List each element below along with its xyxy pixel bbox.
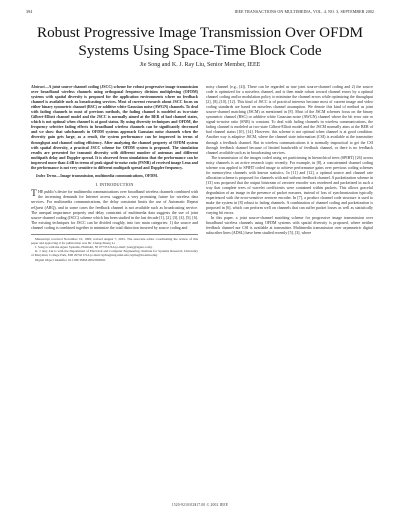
index-terms-lead: Index Terms— xyxy=(36,172,61,178)
paper-authors: Jie Song and K. J. Ray Liu, Senior Member, IEEE xyxy=(139,62,261,68)
body-paragraph: noisy channel (e.g., [4]). These can be regarded as true joint source-channel coding and 2) the source code is optimized for a noiseless channel, and is then made robust toward channel errors by a optimal channel coding and/or modulation policy to minimize the channel errors while optimizing the throughput [2], [8]–[10], [12]. This kind of JSCC is of practical interests because most of current image and video coding standards are based on noiseless channel assumption. We denote this kind of method as joint source-channel matching (JSCM) as mentioned in [8]. Most of the JSCM schemes focus on the binary symmetric channel (BSC) or additive white Gaussian noise (AWGN) channel where the bit error rate or signal-to-noise ratio (SNR) is constant. To deal with fading channels in wireless communications, the fading channel is modeled as two-state Gilbert-Elliott model and the JSCM normally aims at the BER of bad channel status [10], [14]. However, this scheme is not optimal when channel is at good condition. Another way is adaptive JSCM, where the channel state information (CSI) is available at the transmitter through a feedback channel. But in wireless communications it is normally impractical to get the CSI through feedback channel because of limited bandwidth of feedback channel, or there is no feedback channel available such as in broadcasting services. xyxy=(206,84,373,155)
index-terms-text: Image transmission, multimedia communications, OFDM. xyxy=(60,172,158,178)
page-number: 394 xyxy=(26,9,33,14)
running-header xyxy=(26,9,374,17)
footnote-manuscript: Manuscript received November 10, 1999; revised August 7, 2001. The associate editor coordinating the review of this paper and approving it for publication was Dr. Chang-Sheng Li. xyxy=(31,236,198,245)
footnote-doi: Digital Object Identifier 10.1109/TMM.2002.802845. xyxy=(35,257,107,262)
paper-title: Robust Progressive Image Transmission Over OFDM Systems Using Space-Time Block Code xyxy=(36,24,364,59)
journal-name: IEEE TRANSACTIONS ON MULTIMEDIA, VOL. 4, NO. 3, SEPTEMBER 2002 xyxy=(234,9,374,14)
drop-cap: T xyxy=(31,187,37,199)
index-terms xyxy=(31,173,198,178)
right-column xyxy=(206,84,373,235)
introduction-text: HE public's desire for multimedia communications over broadband wireless channels combined with the increasing demands for Internet access suggests a very promising future for wireless data services. For multimedia communications, the delay constraint limits the use of Automatic Repeat reQuest (ARQ), and in some cases the feedback channel is not available such as broadcasting service. The unequal importance property and delay constraint of multimedia data suggests the use of joint source-channel coding (JSCC) scheme which has been studied in the last decade [1], [2], [3], [4], [5], [6]. The existing techniques for JSCC can be divided roughly, into two main categories: 1) the source and channel coding is combined together to minimize the total distortion incurred by source coding and xyxy=(31,189,198,230)
footnote-author-song: J. Song is with the Agere Systems, Holmdel, NJ 07733 USA (e-mail: jsong@agere.com). xyxy=(35,245,153,250)
body-paragraph: The transmission of the images coded using set partitioning in hierarchical trees (SPIHT) [26] across noisy channels is an active research topic recently. For example, in [8], a concatenated channel coding scheme was applied to SPIHT coded image to achieve performance gains over previous coding schemes for memoryless channels with known statistics. In [11] and [12], a optimal source and channel rate allocation scheme is proposed for channels with and without feedback channel. A packetization scheme in [13] was proposed that the output bitstream of zerotree encoder was reordered and packetized in such a way that complete trees of wavelet coefficients were contained within packets. This allows graceful degradation of an image in the presence of packet erasures, instead of loss of synchronization typically experienced with the error-sensitive zerotree encoder. In [7], a product channel code structure is used to make the system in [8] robust to fading channels. A combination of channel coding and packetization is proposed in [6], which can perform well on channels that can suffer packet losses as well as statistically varying bit errors. xyxy=(206,154,373,216)
abstract-text: A joint source-channel coding (JSCC) scheme for robust progressive image transmission over broadband wireless channels using orthogonal frequency division multiplexing (OFDM) systems with spatial diversity is proposed for the application environments where no feedback channel is available such as broadcasting services. Most of current research about JSCC focus on either binary symmetric channel (BSC) or additive white Gaussian noise (AWGN) channels. To deal with fading channels in most of previous methods, the fading channel is modeled as two-state Gilbert-Elliott channel model and the JSCC is normally aimed at the BER of bad channel states, which is not optimal when channel is at good status. By using diversity techniques and OFDM, the frequency selective fading effects in broadband wireless channels can be significantly decreased and we show that subchannels in OFDM systems approach Gaussian noise channels when the diversity gain gets large, as a result, the system performance can be improved in terms of throughput and channel coding efficiency. After analyzing the channel property of OFDM system with spatial diversity, a practical JSCC scheme for OFDM system is proposed. The simulation results are presented for transmit diversity with different number of antennas and different multipath delay and Doppler spread. It is observed from simulations that the performance can be improved more than 4 dB in terms of peak signal-to-noise ratio (PSNR) of received image Lena and the performance is not very sensitive to different multipath spread and Doppler frequency. xyxy=(31,84,198,170)
body-paragraph: In this paper, a joint source-channel matching scheme for progressive image transmission over broadband wireless channels using OFDM systems with spatial diversity is proposed, where neither feedback channel nor CSI is available at transmitter. Multimedia transmission over asymmetric digital subscriber lines (ADSL) have been studied recently [5], [3], where xyxy=(206,215,373,236)
abstract-lead: Abstract— xyxy=(31,84,49,89)
introduction-paragraph xyxy=(31,189,198,229)
footnote-author-liu: K. J. Ray Liu is with the Department of Electrical and Computer Engineering, Institute for Systems Research, University of Maryland, College Park, MD 20742 USA (e-mail: kjrliu@eng.umd.edu; kjrliu@isr.umd.edu). xyxy=(31,249,198,258)
footnote-block xyxy=(31,234,198,262)
abstract xyxy=(31,84,198,170)
copyright-footer: 1520-9210/02$17.00 © 2002 IEEE xyxy=(171,503,229,507)
left-column xyxy=(31,84,198,262)
section-heading-introduction: I. INTRODUCTION xyxy=(95,181,134,187)
